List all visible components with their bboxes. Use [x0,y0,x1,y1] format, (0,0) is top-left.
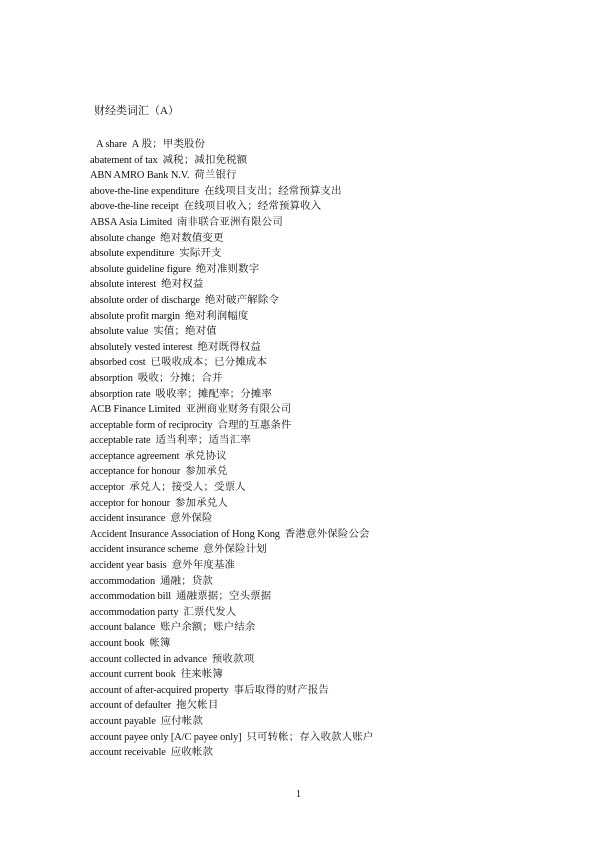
entry-definition: 南非联合亚洲有限公司 [177,216,283,228]
entry-term: accident insurance scheme [90,544,199,556]
entry-term: above-the-line expenditure [90,185,200,197]
entry-term: account current book [90,669,176,681]
glossary-entry [90,527,570,543]
glossary-entry [90,215,570,231]
glossary-entry [90,277,570,293]
entry-term: absorbed cost [90,357,146,369]
entry-term: acceptor for honour [90,497,171,509]
entry-definition: 香港意外保险公会 [284,528,370,540]
glossary-entry [90,620,570,636]
entry-term: Accident Insurance Association of Hong Kong [90,528,280,540]
entry-term: absolute profit margin [90,310,180,322]
page-title: 财经类词汇（A） [94,105,179,117]
entry-definition: 合理的互惠条件 [217,419,292,431]
entry-definition: 参加承兑 [185,466,228,478]
entry-term: acceptable form of reciprocity [90,419,213,431]
glossary-entry [90,652,570,668]
entry-term: acceptor [90,482,125,494]
entry-term: ABSA Asia Limited [90,216,173,228]
entry-definition: 事后取得的财产报告 [233,684,329,696]
glossary-entry [90,605,570,621]
entry-definition: 实值；绝对值 [153,326,217,338]
entry-definition: 账户余额；账户结余 [160,622,256,634]
entry-definition: 汇票代发人 [183,606,237,618]
glossary-entry [90,589,570,605]
entry-term: account collected in advance [90,653,207,665]
entry-definition: 减税；减扣免税额 [162,154,248,166]
entry-definition: 绝对数值变更 [160,232,224,244]
glossary-entry [90,542,570,558]
entry-term: accommodation bill [90,591,172,603]
entry-term: acceptance for honour [90,466,181,478]
entry-term: ACB Finance Limited [90,404,181,416]
entry-definition: 实际开支 [179,248,222,260]
entry-definition: 绝对既得权益 [197,341,261,353]
entry-term: absorption rate [90,388,151,400]
glossary-entry [90,449,570,465]
glossary-entry [90,480,570,496]
entry-definition: 绝对准则数字 [195,263,260,275]
entry-term: account book [90,638,145,649]
entry-term: absolutely vested interest [90,341,193,353]
glossary-entry [90,496,570,512]
entry-definition: 参加承兑人 [175,497,228,509]
entry-term: absolute order of discharge [90,294,200,306]
glossary-entry [90,698,570,714]
glossary-entry [90,574,570,590]
glossary-entry [90,246,570,262]
glossary-entry [90,137,570,153]
entry-definition: 绝对权益 [161,279,204,291]
glossary-entry [90,199,570,215]
glossary-entry [90,558,570,574]
entry-term: account payee only [A/C payee only] [90,731,242,743]
entry-term: abatement of tax [90,154,158,166]
entry-definition: 绝对利润幅度 [184,310,249,322]
entry-definition: 亚洲商业财务有限公司 [185,404,292,416]
entry-definition: 适当利率；适当汇率 [155,435,251,447]
glossary-entry [90,511,570,527]
entry-term: accident year basis [90,560,167,572]
entry-term: absolute interest [90,279,157,291]
entry-term: acceptance agreement [90,450,180,462]
glossary-entry [90,667,570,683]
entry-term: acceptable rate [90,435,151,447]
entry-definition: 意外年度基准 [171,560,236,572]
glossary-entry [90,168,570,184]
entry-term: ABN AMRO Bank N.V. [90,170,190,182]
entry-definition: 意外保险 [170,513,213,525]
glossary-entry [90,293,570,309]
entry-definition: 吸收；分摊；合并 [137,372,223,384]
entry-term: account of after-acquired property [90,684,229,696]
entry-definition: 在线项目支出；经常预算支出 [204,185,342,197]
entry-term: absorption [90,372,133,384]
glossary-entry [90,324,570,340]
entry-definition: 绝对破产解除令 [204,294,280,306]
glossary-entry [90,262,570,278]
entry-definition: 在线项目收入；经常预算收入 [183,201,322,213]
glossary-entry [90,433,570,449]
glossary-entry [90,340,570,356]
entry-term: account payable [90,715,156,727]
entry-definition: 承兑协议 [184,450,227,462]
entry-term: absolute expenditure [90,248,175,260]
glossary-entry [90,402,570,418]
entry-definition: A 股；甲类股份 [131,139,206,150]
entry-definition: 已吸收成本；已分摊成本 [150,357,268,369]
entry-definition: 拖欠帐目 [176,700,219,712]
entry-definition: 只可转帐；存入收款人账户 [246,731,374,743]
entry-term: absolute value [90,326,149,338]
glossary-entry [90,387,570,403]
entry-definition: 荷兰银行 [194,170,237,182]
entry-definition: 帐簿 [149,638,171,649]
entry-term: accommodation [90,575,156,587]
entry-term: absolute change [90,232,156,244]
entry-definition: 意外保险计划 [203,544,267,556]
glossary-entry [90,464,570,480]
entry-term: accommodation party [90,606,179,618]
entry-definition: 往来帐簿 [180,669,224,681]
glossary-entry [90,714,570,730]
entry-term: A share [96,139,127,150]
entry-definition: 通融票据；空头票据 [176,591,272,603]
glossary-entry [90,371,570,387]
entry-definition: 预收款项 [211,653,255,665]
glossary-entry [90,184,570,200]
entry-term: accident insurance [90,513,166,525]
glossary-entry [90,745,570,761]
glossary-entry [90,636,570,652]
entry-term: account receivable [90,747,166,759]
entry-definition: 吸收率；摊配率；分摊率 [155,388,273,400]
entry-term: above-the-line receipt [90,201,179,213]
entry-definition: 应收帐款 [170,747,214,759]
glossary-entry [90,309,570,325]
glossary-entry [90,153,570,169]
glossary-entry [90,355,570,371]
entry-term: account of defaulter [90,700,172,712]
page-number: 1 [296,789,301,800]
glossary-entry [90,231,570,247]
entry-term: account balance [90,622,156,634]
entry-definition: 应付帐款 [160,715,204,727]
entry-definition: 承兑人；接受人；受票人 [129,482,246,494]
entry-definition: 通融；贷款 [160,575,214,587]
glossary-entry [90,730,570,746]
glossary-entry [90,683,570,699]
glossary-list [90,137,570,761]
entry-term: absolute guideline figure [90,263,191,275]
glossary-entry [90,418,570,434]
